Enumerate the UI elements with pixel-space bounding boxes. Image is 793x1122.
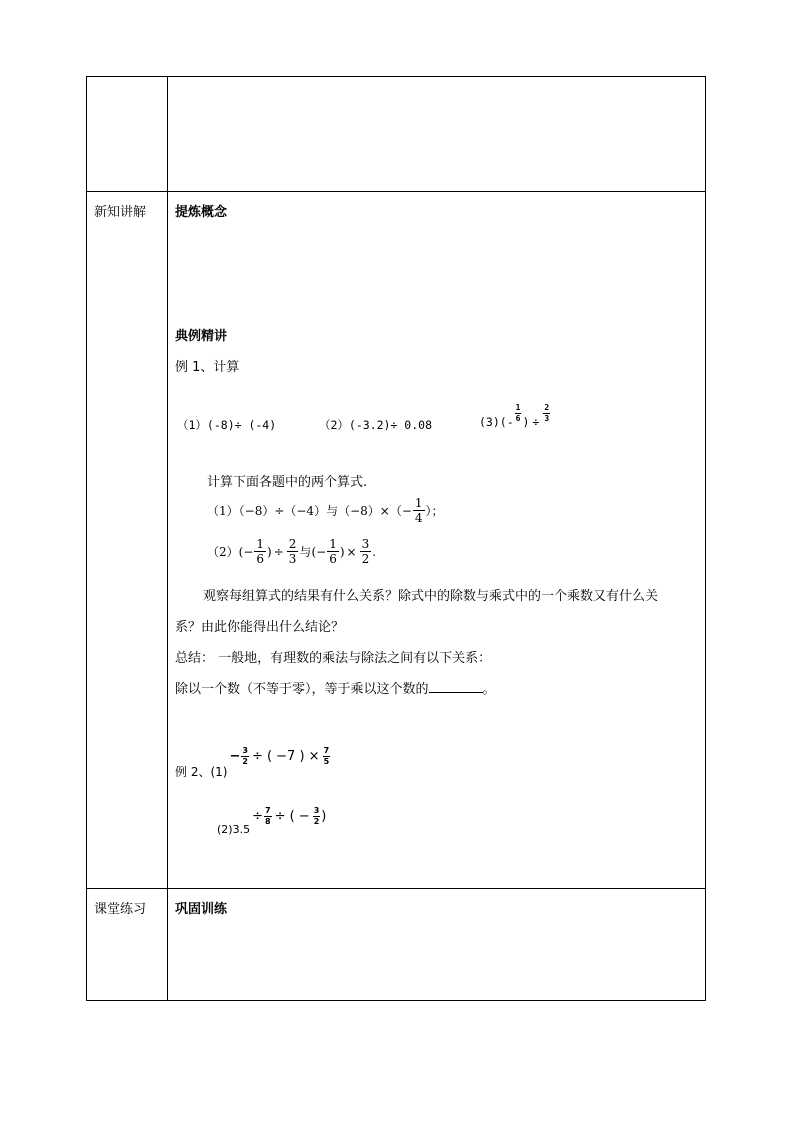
exploration-intro: 计算下面各题中的两个算式.: [207, 475, 368, 490]
exploration-q1: [207, 497, 444, 524]
q2-open1: (−: [238, 544, 254, 559]
fraction-numerator: 3: [313, 806, 320, 815]
row-divider-1: [87, 191, 705, 192]
fraction-seven-fifths: [323, 747, 331, 766]
fraction-one-quarter: [413, 497, 425, 524]
fraction-numerator: 2: [288, 537, 297, 551]
fraction-denominator: 2: [242, 757, 248, 766]
summary-line1: 总结： 一般地，有理数的乘法与除法之间有以下关系：: [175, 651, 492, 666]
concept-heading: 提炼概念: [175, 205, 228, 220]
fraction-one-sixth: [515, 404, 522, 423]
ex1-part3-close: ): [522, 415, 530, 429]
fraction-denominator: 6: [256, 552, 265, 566]
expr2-middle: ÷ ( −: [274, 809, 310, 824]
q1-end: ）；: [425, 504, 444, 518]
fraction-three-halves-2: [313, 807, 321, 826]
fraction-q2-d: [360, 538, 372, 565]
summary-line2-end: 。: [482, 682, 496, 697]
fraction-denominator: 8: [264, 817, 271, 826]
example2-expr2: [252, 807, 326, 826]
fraction-denominator: 2: [313, 817, 320, 826]
fraction-two-thirds: [543, 404, 550, 423]
observe-line1: 观察每组算式的结果有什么关系？除式中的除数与乘式中的一个乘数又有什么关: [203, 589, 659, 604]
fraction-numerator: 1: [329, 537, 337, 551]
fraction-three-halves: [241, 747, 249, 766]
answer-blank[interactable]: [429, 680, 483, 693]
fraction-denominator: 2: [361, 552, 370, 566]
expr1-minus: −: [229, 749, 241, 764]
exploration-q2: [207, 538, 376, 565]
lesson-table: [86, 76, 706, 1001]
example1-title: 例 1、计算: [175, 360, 240, 375]
fraction-numerator: 7: [323, 746, 330, 755]
fraction-numerator: 1: [515, 402, 521, 412]
expr2-divide: ÷: [252, 809, 263, 824]
example2-part1: [175, 747, 331, 780]
row-divider-2: [87, 888, 705, 889]
fraction-denominator: 4: [414, 511, 423, 525]
fraction-denominator: 5: [323, 757, 330, 766]
row-label-practice: 课堂练习: [94, 902, 147, 917]
q2-close2: ): [339, 544, 345, 559]
q2-and: 与: [299, 545, 312, 559]
ex1-part3-divide: ÷: [532, 415, 540, 429]
row-label-new-knowledge: 新知讲解: [94, 205, 147, 220]
q2-open2: (−: [311, 544, 327, 559]
fraction-q2-c: [327, 538, 339, 565]
examples-heading: 典例精讲: [175, 329, 228, 344]
fraction-numerator: 3: [361, 537, 370, 551]
example1-part3: [479, 397, 551, 429]
example2-part2: [217, 807, 326, 836]
fraction-denominator: 6: [515, 413, 521, 423]
example1-part1: （1）(-8)÷ (-4): [177, 418, 277, 432]
example2-expr1: [229, 747, 331, 766]
expr1-middle: ÷ ( −7 ) ×: [251, 749, 320, 764]
fraction-denominator: 3: [544, 413, 550, 423]
fraction-numerator: 3: [242, 746, 248, 755]
fraction-denominator: 6: [329, 552, 337, 566]
practice-heading: 巩固训练: [175, 902, 228, 917]
example1-part2: （2）(-3.2)÷ 0.08: [319, 418, 433, 432]
fraction-q2-a: [254, 538, 266, 565]
fraction-seven-eighths: [264, 807, 272, 826]
fraction-denominator: 3: [288, 552, 297, 566]
fraction-numerator: 7: [264, 806, 271, 815]
fraction-numerator: 1: [414, 496, 423, 510]
summary-line2-text: 除以一个数（不等于零），等于乘以这个数的: [175, 682, 429, 697]
observe-line2: 系？由此你能得出什么结论？: [175, 620, 345, 635]
q2-times: ×: [346, 544, 357, 559]
fraction-numerator: 2: [544, 402, 550, 412]
q2-divide: ÷: [273, 544, 284, 559]
ex1-part3-prefix: (3)(-: [479, 415, 514, 429]
example2-label: 例 2、(1): [175, 765, 228, 779]
expr2-end: ): [321, 809, 327, 824]
fraction-numerator: 1: [256, 537, 265, 551]
example2-part2-label: (2)3.5: [217, 823, 251, 836]
summary-line2: [175, 678, 496, 697]
q2-label: （2）: [207, 545, 239, 559]
q1-text: （1）（−8）÷（−4）与（−8）×（−: [207, 504, 412, 518]
q2-end: .: [372, 544, 377, 559]
q2-close1: ): [267, 544, 272, 559]
fraction-q2-b: [287, 538, 299, 565]
column-divider: [167, 77, 168, 1000]
